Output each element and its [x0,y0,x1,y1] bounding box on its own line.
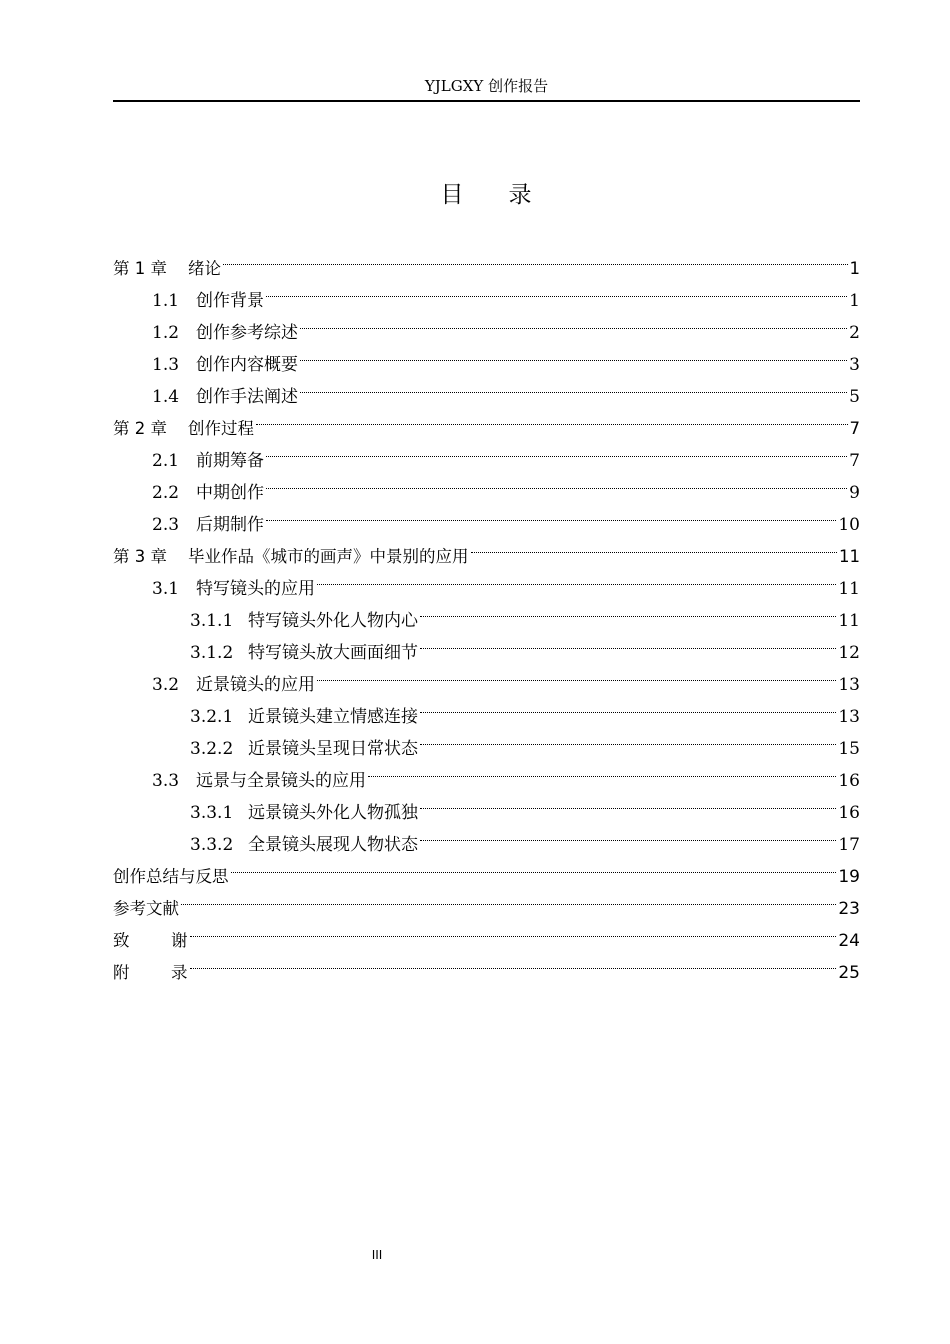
toc-entry-page: 11 [838,579,860,599]
toc-entry-number: 3.3.1 [190,803,234,823]
toc-dot-leader [266,498,836,530]
toc-entry-label [113,925,188,957]
toc-dot-leader [317,562,836,594]
toc-dot-leader [300,306,847,338]
toc-entry-label: 近景镜头建立情感连接 [248,707,418,727]
toc-dot-leader [300,338,847,370]
toc-entry-page: 13 [838,707,860,727]
toc-dot-leader [420,626,836,658]
toc-entry-page: 10 [838,515,860,535]
toc-entry-label: 全景镜头展现人物状态 [248,835,418,855]
toc-entry-number: 第 2 章 [113,419,167,438]
toc-entry-number: 第 3 章 [113,547,167,566]
toc-entry-page: 23 [838,899,860,919]
toc-entry-number: 3.1.1 [190,611,234,631]
toc-entry-label: 远景镜头外化人物孤独 [248,803,418,823]
toc-entry-page: 25 [838,963,860,983]
toc-entry-label-char: 谢 [171,931,188,950]
toc-entry-label: 特写镜头的应用 [196,579,315,599]
toc-entry-number: 3.2.2 [190,739,234,759]
toc-entry-label: 毕业作品《城市的画声》中景别的应用 [188,547,469,566]
toc-dot-leader [420,786,836,818]
toc-entry-number: 1.1 [152,291,180,311]
toc-entry-label: 参考文献 [113,899,179,918]
toc-entry-page: 11 [839,547,860,566]
toc-entry-1-1[interactable] [113,274,860,311]
toc-entry-page: 24 [838,931,860,951]
toc-title-right: 录 [508,182,533,208]
toc-dot-leader [368,754,836,786]
toc-entry-number: 2.2 [152,483,180,503]
toc-entry-label: 创作参考综述 [196,323,298,343]
toc-entry-number: 1.4 [152,387,180,407]
toc-dot-leader [223,242,848,274]
table-of-contents [113,242,860,983]
toc-dot-leader [190,946,837,978]
toc-entry-label: 中期创作 [196,483,264,503]
toc-dot-leader [471,530,838,562]
toc-entry-label: 绪论 [188,259,221,278]
toc-entry-label: 远景与全景镜头的应用 [196,771,366,791]
toc-entry-number: 3.1 [152,579,180,599]
toc-dot-leader [266,466,847,498]
toc-entry-page: 16 [838,771,860,791]
toc-entry-label: 特写镜头放大画面细节 [248,643,418,663]
toc-entry-number: 3.1.2 [190,643,234,663]
toc-entry-label: 创作过程 [188,419,254,438]
toc-entry-label: 特写镜头外化人物内心 [248,611,418,631]
toc-entry-number: 2.1 [152,451,180,471]
toc-entry-label: 创作总结与反思 [113,867,229,886]
toc-entry-number: 3.2.1 [190,707,234,727]
toc-dot-leader [317,658,836,690]
toc-entry-number: 3.2 [152,675,180,695]
toc-entry-label-char: 附 [113,963,130,982]
toc-entry-label: 创作手法阐述 [196,387,298,407]
toc-entry-page: 16 [838,803,860,823]
toc-dot-leader [266,274,847,306]
toc-dot-leader [420,594,836,626]
toc-entry-page: 5 [849,387,860,407]
toc-title [113,180,860,210]
toc-entry-label: 创作背景 [196,291,264,311]
header-text: YJLGXY 创作报告 [424,77,549,95]
toc-entry-label [113,957,188,989]
toc-entry-page: 9 [849,483,860,503]
toc-entry-number: 3.3 [152,771,180,791]
toc-entry-label-char: 录 [171,963,188,982]
toc-entry-number: 3.3.2 [190,835,234,855]
toc-dot-leader [266,434,847,466]
toc-entry-page: 1 [849,291,860,311]
toc-dot-leader [181,882,836,914]
toc-dot-leader [190,914,837,946]
toc-entry-acknowledgements[interactable] [113,914,860,951]
toc-dot-leader [420,690,836,722]
toc-entry-references[interactable] [113,882,860,919]
toc-entry-page: 19 [838,867,860,887]
toc-entry-label: 后期制作 [196,515,264,535]
toc-entry-appendix[interactable] [113,946,860,983]
toc-entry-number: 2.3 [152,515,180,535]
page-number: III [371,1248,383,1262]
toc-entry-page: 2 [849,323,860,343]
toc-entry-page: 13 [838,675,860,695]
toc-entry-chapter-1[interactable] [113,242,860,278]
toc-entry-label: 近景镜头呈现日常状态 [248,739,418,759]
toc-entry-page: 3 [849,355,860,375]
toc-entry-page: 7 [849,451,860,471]
toc-title-left: 目 [440,182,465,208]
toc-dot-leader [300,370,847,402]
page-header [113,76,860,102]
toc-entry-page: 12 [838,643,860,663]
toc-entry-label: 创作内容概要 [196,355,298,375]
toc-dot-leader [420,722,836,754]
toc-dot-leader [420,818,836,850]
toc-entry-page: 7 [849,419,860,438]
toc-entry-number: 1.3 [152,355,180,375]
toc-entry-label: 前期筹备 [196,451,264,471]
toc-entry-page: 17 [838,835,860,855]
toc-entry-page: 1 [849,259,860,278]
toc-entry-page: 15 [838,739,860,759]
toc-dot-leader [256,402,848,434]
toc-entry-page: 11 [838,611,860,631]
toc-dot-leader [231,850,837,882]
toc-entry-number: 1.2 [152,323,180,343]
toc-entry-number: 第 1 章 [113,259,167,278]
toc-entry-label-char: 致 [113,931,130,950]
toc-entry-label: 近景镜头的应用 [196,675,315,695]
